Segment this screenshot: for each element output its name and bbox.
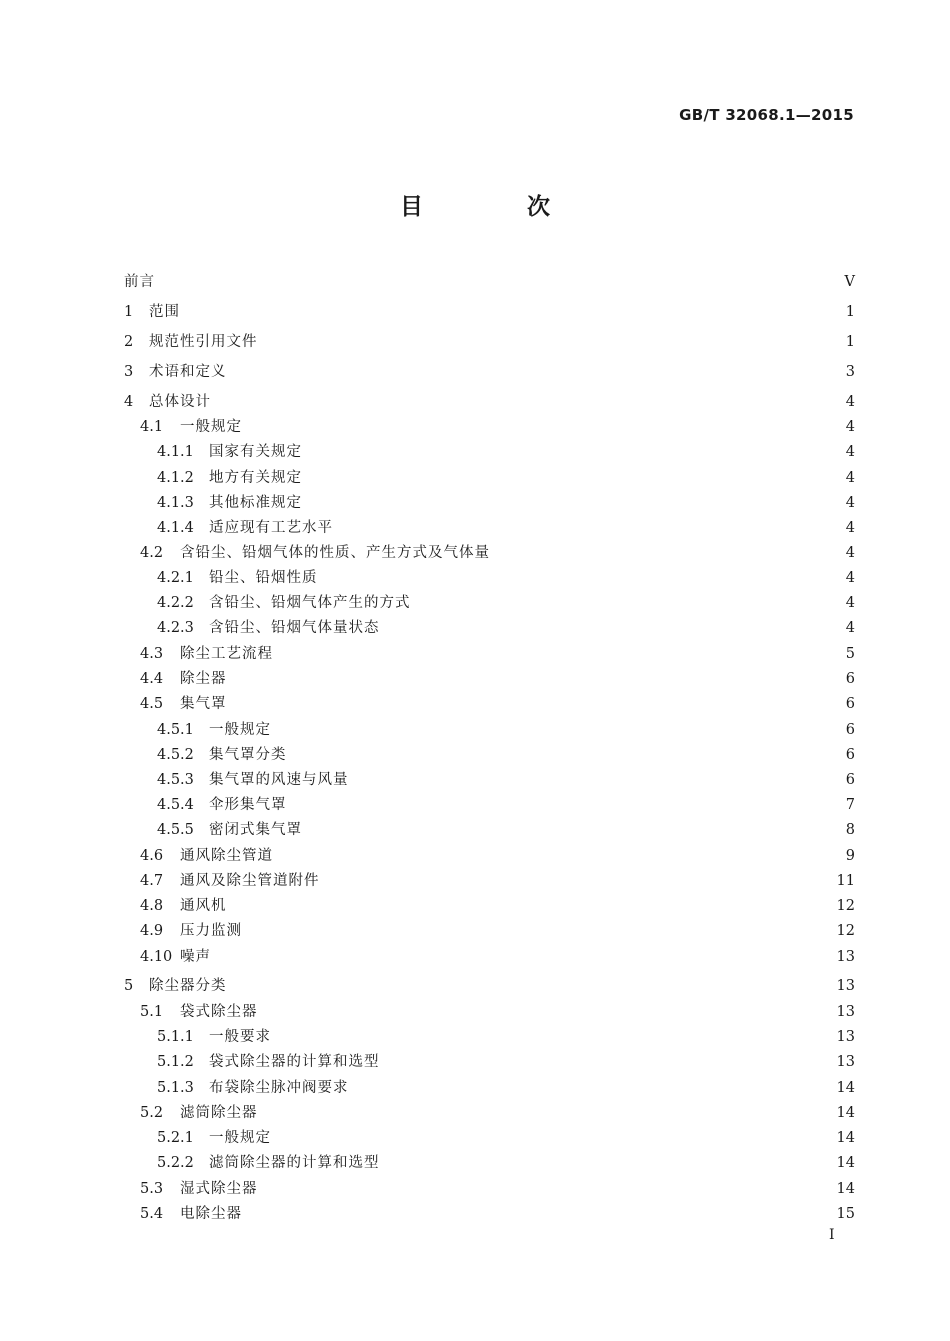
toc-entry-title: 袋式除尘器的计算和选型 bbox=[209, 1054, 380, 1070]
toc-entry-title: 前言 bbox=[124, 274, 155, 290]
dot-leader bbox=[235, 976, 831, 996]
toc-entry-page: 7 bbox=[845, 797, 855, 813]
toc-entry[interactable] bbox=[0, 770, 855, 790]
toc-entry-number: 4.2.2 bbox=[157, 595, 194, 611]
toc-entry-title: 一般要求 bbox=[209, 1029, 271, 1045]
toc-entry-number: 3 bbox=[124, 364, 134, 380]
toc-entry-page: 15 bbox=[836, 1206, 855, 1222]
toc-entry-page: 4 bbox=[845, 394, 855, 410]
toc-entry[interactable] bbox=[0, 871, 855, 891]
toc-entry[interactable] bbox=[0, 947, 855, 967]
toc-entry[interactable] bbox=[0, 846, 855, 866]
toc-entry[interactable] bbox=[0, 392, 855, 412]
toc-entry-title: 一般规定 bbox=[180, 419, 242, 435]
toc-entry-title: 集气罩 bbox=[180, 696, 227, 712]
toc-entry[interactable] bbox=[0, 1103, 855, 1123]
toc-entry-title: 通风及除尘管道附件 bbox=[180, 873, 320, 889]
dot-leader bbox=[281, 644, 835, 664]
toc-entry-number: 4.1.2 bbox=[157, 470, 194, 486]
dot-leader bbox=[357, 770, 836, 790]
toc-entry-title: 其他标准规定 bbox=[209, 495, 302, 511]
toc-entry-number: 4.4 bbox=[140, 671, 164, 687]
toc-entry[interactable] bbox=[0, 302, 855, 322]
toc-entry-page: 12 bbox=[836, 923, 855, 939]
toc-entry-page: 13 bbox=[836, 1054, 855, 1070]
dot-leader bbox=[235, 669, 836, 689]
toc-entry[interactable] bbox=[0, 543, 855, 563]
toc-entry-title: 一般规定 bbox=[209, 722, 271, 738]
toc-entry-title: 除尘器分类 bbox=[149, 978, 227, 994]
toc-entry-title: 一般规定 bbox=[209, 1130, 271, 1146]
dot-leader bbox=[310, 820, 835, 840]
toc-entry-title: 地方有关规定 bbox=[209, 470, 302, 486]
toc-entry[interactable] bbox=[0, 493, 855, 513]
toc-entry-page: 4 bbox=[845, 545, 855, 561]
toc-entry-number: 4.5 bbox=[140, 696, 164, 712]
dot-leader bbox=[310, 468, 835, 488]
dot-leader bbox=[235, 896, 831, 916]
toc-entry-number: 4 bbox=[124, 394, 134, 410]
dot-leader bbox=[295, 795, 836, 815]
dot-leader bbox=[295, 745, 836, 765]
toc-entry-title: 铅尘、铅烟性质 bbox=[209, 570, 318, 586]
toc-entry[interactable] bbox=[0, 921, 855, 941]
toc-entry-number: 4.2.3 bbox=[157, 620, 194, 636]
toc-entry[interactable] bbox=[0, 644, 855, 664]
dot-leader bbox=[388, 1052, 831, 1072]
dot-leader bbox=[419, 593, 836, 613]
toc-entry-page: 4 bbox=[845, 419, 855, 435]
dot-leader bbox=[388, 1153, 831, 1173]
toc-entry-page: 14 bbox=[836, 1105, 855, 1121]
toc-entry[interactable] bbox=[0, 568, 855, 588]
toc-entry-title: 除尘工艺流程 bbox=[180, 646, 273, 662]
dot-leader bbox=[266, 332, 836, 352]
toc-entry-page: 3 bbox=[845, 364, 855, 380]
toc-entry-title: 布袋除尘脉冲阀要求 bbox=[209, 1080, 349, 1096]
toc-entry-number: 4.2.1 bbox=[157, 570, 194, 586]
toc-entry-page: 6 bbox=[845, 722, 855, 738]
toc-entry-number: 4.9 bbox=[140, 923, 164, 939]
toc-entry-title: 适应现有工艺水平 bbox=[209, 520, 333, 536]
toc-entry[interactable] bbox=[0, 1078, 855, 1098]
toc-entry[interactable] bbox=[0, 1128, 855, 1148]
dot-leader bbox=[279, 720, 835, 740]
toc-entry-title: 除尘器 bbox=[180, 671, 227, 687]
toc-entry[interactable] bbox=[0, 518, 855, 538]
toc-entry-title: 伞形集气罩 bbox=[209, 797, 287, 813]
toc-entry-number: 4.5.2 bbox=[157, 747, 194, 763]
toc-entry[interactable] bbox=[0, 669, 855, 689]
toc-entry-title: 总体设计 bbox=[149, 394, 211, 410]
toc-entry-number: 4.1 bbox=[140, 419, 164, 435]
toc-entry-number: 5.4 bbox=[140, 1206, 164, 1222]
toc-entry-number: 5.3 bbox=[140, 1181, 164, 1197]
toc-entry[interactable] bbox=[0, 1204, 855, 1224]
toc-entry-number: 4.1.1 bbox=[157, 444, 194, 460]
toc-entry-number: 5.1 bbox=[140, 1004, 164, 1020]
toc-entry[interactable] bbox=[0, 332, 855, 352]
toc-entry-number: 4.8 bbox=[140, 898, 164, 914]
toc-entry-page: 11 bbox=[836, 873, 855, 889]
dot-leader bbox=[310, 493, 835, 513]
toc-entry-page: 14 bbox=[836, 1080, 855, 1096]
standard-code: GB/T 32068.1—2015 bbox=[679, 106, 854, 124]
dot-leader bbox=[188, 302, 835, 322]
toc-entry-page: 6 bbox=[845, 671, 855, 687]
toc-entry-page: 1 bbox=[845, 334, 855, 350]
toc-entry[interactable] bbox=[0, 468, 855, 488]
toc-entry-number: 5.2.2 bbox=[157, 1155, 194, 1171]
toc-entry-number: 5.1.3 bbox=[157, 1080, 194, 1096]
toc-entry-page: V bbox=[844, 274, 855, 290]
toc-entry[interactable] bbox=[0, 272, 855, 292]
toc-entry-page: 8 bbox=[845, 822, 855, 838]
toc-entry-title: 湿式除尘器 bbox=[180, 1181, 258, 1197]
toc-entry-page: 14 bbox=[836, 1155, 855, 1171]
toc-entry-title: 密闭式集气罩 bbox=[209, 822, 302, 838]
toc-entry-page: 5 bbox=[845, 646, 855, 662]
dot-leader bbox=[163, 272, 835, 292]
toc-entry-number: 4.5.3 bbox=[157, 772, 194, 788]
toc-entry-number: 5.1.1 bbox=[157, 1029, 194, 1045]
toc-entry-title: 术语和定义 bbox=[149, 364, 227, 380]
toc-entry-page: 1 bbox=[845, 304, 855, 320]
dot-leader bbox=[328, 871, 831, 891]
dot-leader bbox=[357, 1078, 831, 1098]
toc-entry-number: 4.3 bbox=[140, 646, 164, 662]
toc-entry[interactable] bbox=[0, 694, 855, 714]
toc-entry[interactable] bbox=[0, 417, 855, 437]
toc-entry[interactable] bbox=[0, 1179, 855, 1199]
toc-entry[interactable] bbox=[0, 1052, 855, 1072]
toc-entry[interactable] bbox=[0, 618, 855, 638]
toc-entry-page: 6 bbox=[845, 747, 855, 763]
toc-entry[interactable] bbox=[0, 1027, 855, 1047]
dot-leader bbox=[250, 1204, 831, 1224]
toc-entry[interactable] bbox=[0, 442, 855, 462]
dot-leader bbox=[266, 1179, 831, 1199]
toc-entry[interactable] bbox=[0, 593, 855, 613]
toc-entry-number: 1 bbox=[124, 304, 134, 320]
dot-leader bbox=[235, 694, 836, 714]
toc-entry-page: 14 bbox=[836, 1181, 855, 1197]
toc-entry[interactable] bbox=[0, 795, 855, 815]
toc-entry-number: 2 bbox=[124, 334, 134, 350]
toc-entry-page: 4 bbox=[845, 595, 855, 611]
toc-entry-title: 压力监测 bbox=[180, 923, 242, 939]
toc-entry[interactable] bbox=[0, 745, 855, 765]
dot-leader bbox=[281, 846, 835, 866]
toc-entry-title: 范围 bbox=[149, 304, 180, 320]
toc-entry-number: 4.6 bbox=[140, 848, 164, 864]
dot-leader bbox=[266, 1002, 831, 1022]
toc-entry-number: 4.1.3 bbox=[157, 495, 194, 511]
dot-leader bbox=[388, 618, 836, 638]
toc-entry-page: 13 bbox=[836, 949, 855, 965]
toc-entry[interactable] bbox=[0, 1002, 855, 1022]
toc-entry-page: 4 bbox=[845, 520, 855, 536]
toc-entry-title: 含铅尘、铅烟气体的性质、产生方式及气体量 bbox=[180, 545, 490, 561]
toc-entry-page: 6 bbox=[845, 696, 855, 712]
toc-entry-page: 4 bbox=[845, 495, 855, 511]
toc-entry-number: 4.10 bbox=[140, 949, 173, 965]
dot-leader bbox=[326, 568, 836, 588]
toc-entry-title: 通风除尘管道 bbox=[180, 848, 273, 864]
toc-entry-number: 5.2 bbox=[140, 1105, 164, 1121]
toc-entry-page: 12 bbox=[836, 898, 855, 914]
toc-entry-page: 13 bbox=[836, 978, 855, 994]
dot-leader bbox=[250, 417, 835, 437]
dot-leader bbox=[266, 1103, 831, 1123]
toc-entry-number: 4.5.5 bbox=[157, 822, 194, 838]
toc-entry-title: 集气罩分类 bbox=[209, 747, 287, 763]
toc-entry-number: 4.1.4 bbox=[157, 520, 194, 536]
toc-entry-number: 5 bbox=[124, 978, 134, 994]
toc-entry-number: 4.5.1 bbox=[157, 722, 194, 738]
toc-entry-title: 滤筒除尘器 bbox=[180, 1105, 258, 1121]
toc-entry-page: 4 bbox=[845, 470, 855, 486]
toc-entry-title: 集气罩的风速与风量 bbox=[209, 772, 349, 788]
toc-entry-title: 滤筒除尘器的计算和选型 bbox=[209, 1155, 380, 1171]
toc-entry-page: 13 bbox=[836, 1004, 855, 1020]
dot-leader bbox=[250, 921, 831, 941]
toc-entry-page: 4 bbox=[845, 444, 855, 460]
toc-entry-page: 14 bbox=[836, 1130, 855, 1146]
toc-entry-page: 9 bbox=[845, 848, 855, 864]
dot-leader bbox=[219, 392, 835, 412]
toc-entry-number: 4.5.4 bbox=[157, 797, 194, 813]
toc-entry-page: 4 bbox=[845, 620, 855, 636]
toc-entry[interactable] bbox=[0, 1153, 855, 1173]
dot-leader bbox=[279, 1128, 831, 1148]
toc-entry-number: 5.2.1 bbox=[157, 1130, 194, 1146]
dot-leader bbox=[310, 442, 835, 462]
toc-entry[interactable] bbox=[0, 362, 855, 382]
dot-leader bbox=[235, 362, 836, 382]
toc-entry-title: 袋式除尘器 bbox=[180, 1004, 258, 1020]
toc-entry-title: 噪声 bbox=[180, 949, 211, 965]
toc-entry-page: 13 bbox=[836, 1029, 855, 1045]
dot-leader bbox=[341, 518, 835, 538]
toc-entry-title: 含铅尘、铅烟气体产生的方式 bbox=[209, 595, 411, 611]
dot-leader bbox=[279, 1027, 831, 1047]
toc-entry-title: 规范性引用文件 bbox=[149, 334, 258, 350]
toc-entry[interactable] bbox=[0, 820, 855, 840]
page-number: I bbox=[829, 1227, 835, 1243]
toc-entry-title: 通风机 bbox=[180, 898, 227, 914]
toc-entry-number: 4.2 bbox=[140, 545, 164, 561]
toc-entry[interactable] bbox=[0, 896, 855, 916]
toc-entry-number: 4.7 bbox=[140, 873, 164, 889]
toc-entry[interactable] bbox=[0, 976, 855, 996]
toc-entry-title: 含铅尘、铅烟气体量状态 bbox=[209, 620, 380, 636]
toc-entry-page: 6 bbox=[845, 772, 855, 788]
page-title: 目 次 bbox=[399, 194, 598, 220]
toc-entry-title: 电除尘器 bbox=[180, 1206, 242, 1222]
dot-leader bbox=[498, 543, 835, 563]
toc-entry-title: 国家有关规定 bbox=[209, 444, 302, 460]
toc-entry[interactable] bbox=[0, 720, 855, 740]
toc-entry-page: 4 bbox=[845, 570, 855, 586]
dot-leader bbox=[219, 947, 831, 967]
toc-entry-number: 5.1.2 bbox=[157, 1054, 194, 1070]
